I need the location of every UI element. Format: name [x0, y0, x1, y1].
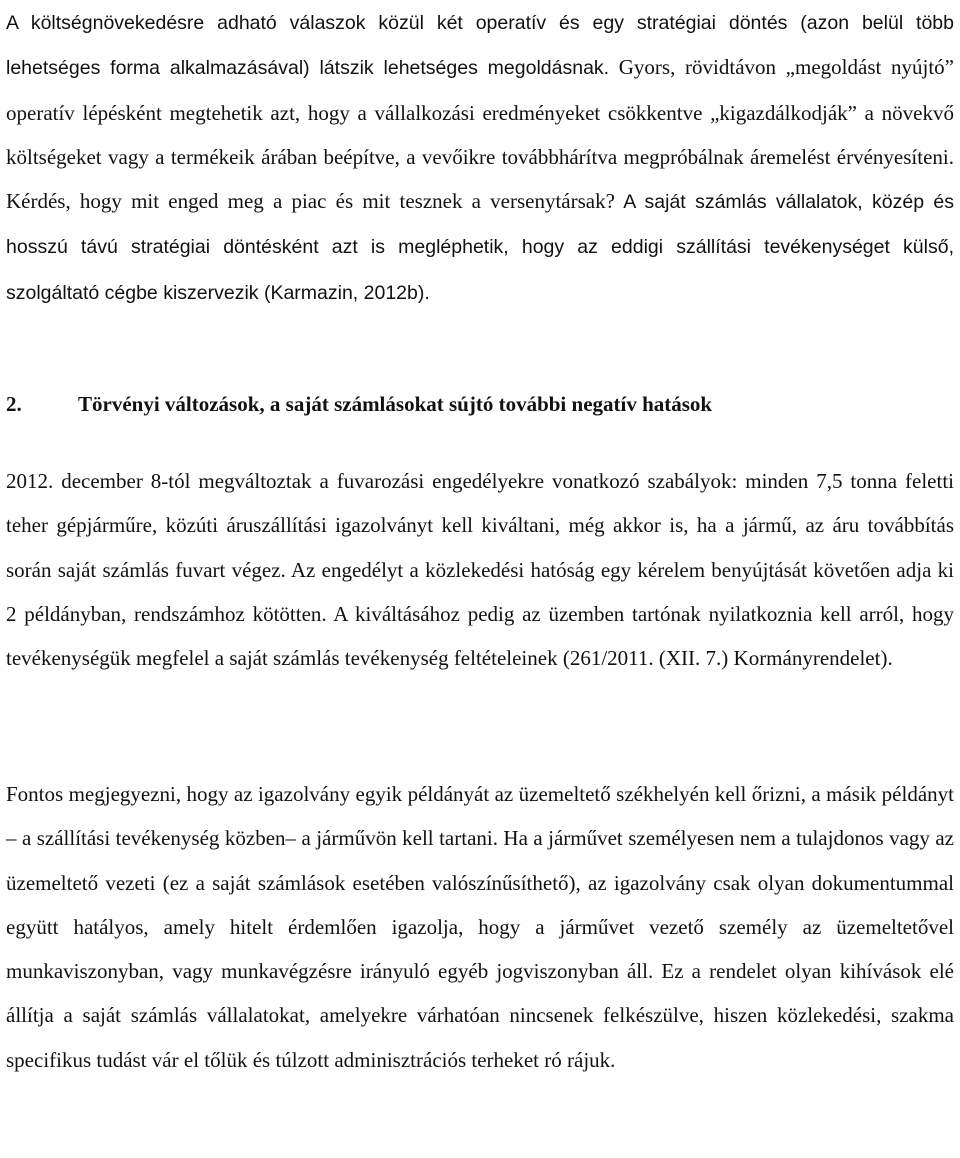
paragraph-options-part-2: Gyors, rövidtávon „megoldást nyújtó” operatív lépésként megtehetik azt, hogy a vállalkozási eredményeket csökkentve „kigazdálkodják” a növekvő költségeket vagy a termékeik árában beépítve, a vevőikre továbbhárítva megpróbálnak áremelést érvényesíteni. Kérdés, hogy mit enged meg a piac és mit tesznek a versenytársak?	[6, 55, 954, 214]
section-number: 2.	[6, 392, 22, 416]
section-title: Törvényi változások, a saját számlásokat sújtó további negatív hatások	[78, 392, 713, 416]
paragraph-options-part-3: A saját számlás vállalatok, közép és hosszú távú stratégiai döntésként azt is megléphetik, hogy az eddigi szállítási tevékenységet külső, szolgáltató cégbe kiszervezik (Karmazin, 2012b).	[6, 191, 954, 304]
paragraph-options-part-1: A költségnövekedésre adható válaszok közül két operatív és egy stratégiai döntés (azon belül több lehetséges forma alkalmazásával) látszik lehetséges megoldásnak.	[6, 12, 954, 80]
paragraph-license-copies: Fontos megjegyezni, hogy az igazolvány egyik példányát az üzemeltető székhelyén kell őrizni, a másik példányt – a szállítási tevékenység közben– a járművön kell tartani. Ha a járművet személyesen nem a tulajdonos vagy az üzemeltető vezeti (ez a saját számlások esetében valószínűsíthető), az igazolvány csak olyan dokumentummal együtt hatályos, amely hitelt érdemlően igazolja, hogy a járművet vezető személy az üzemeltetővel munkaviszonyban, vagy munkavégzésre irányuló egyéb jogviszonyban áll. Ez a rendelet olyan kihívások elé állítja a saját számlás vállalatokat, amelyekre várhatóan nincsenek felkészülve, hiszen közlekedési, szakma specifikus tudást vár el tőlük és túlzott adminisztrációs terheket ró rájuk.	[6, 782, 954, 1072]
paragraph-options	[6, 0, 954, 315]
section-heading	[6, 382, 712, 426]
paragraph-regulation: 2012. december 8-tól megváltoztak a fuvarozási engedélyekre vonatkozó szabályok: minden 7,5 tonna feletti teher gépjárműre, közúti áruszállítási igazolványt kell kiváltani, még akkor is, ha a jármű, az áru továbbítás során saját számlás fuvart végez. Az engedélyt a közlekedési hatóság egy kérelem benyújtását követően adja ki 2 példányban, rendszámhoz kötötten. A kiváltásához pedig az üzemben tartónak nyilatkoznia kell arról, hogy tevékenységük megfelel a saját számlás tevékenység feltételeinek (261/2011. (XII. 7.) Kormányrendelet).	[6, 469, 954, 671]
